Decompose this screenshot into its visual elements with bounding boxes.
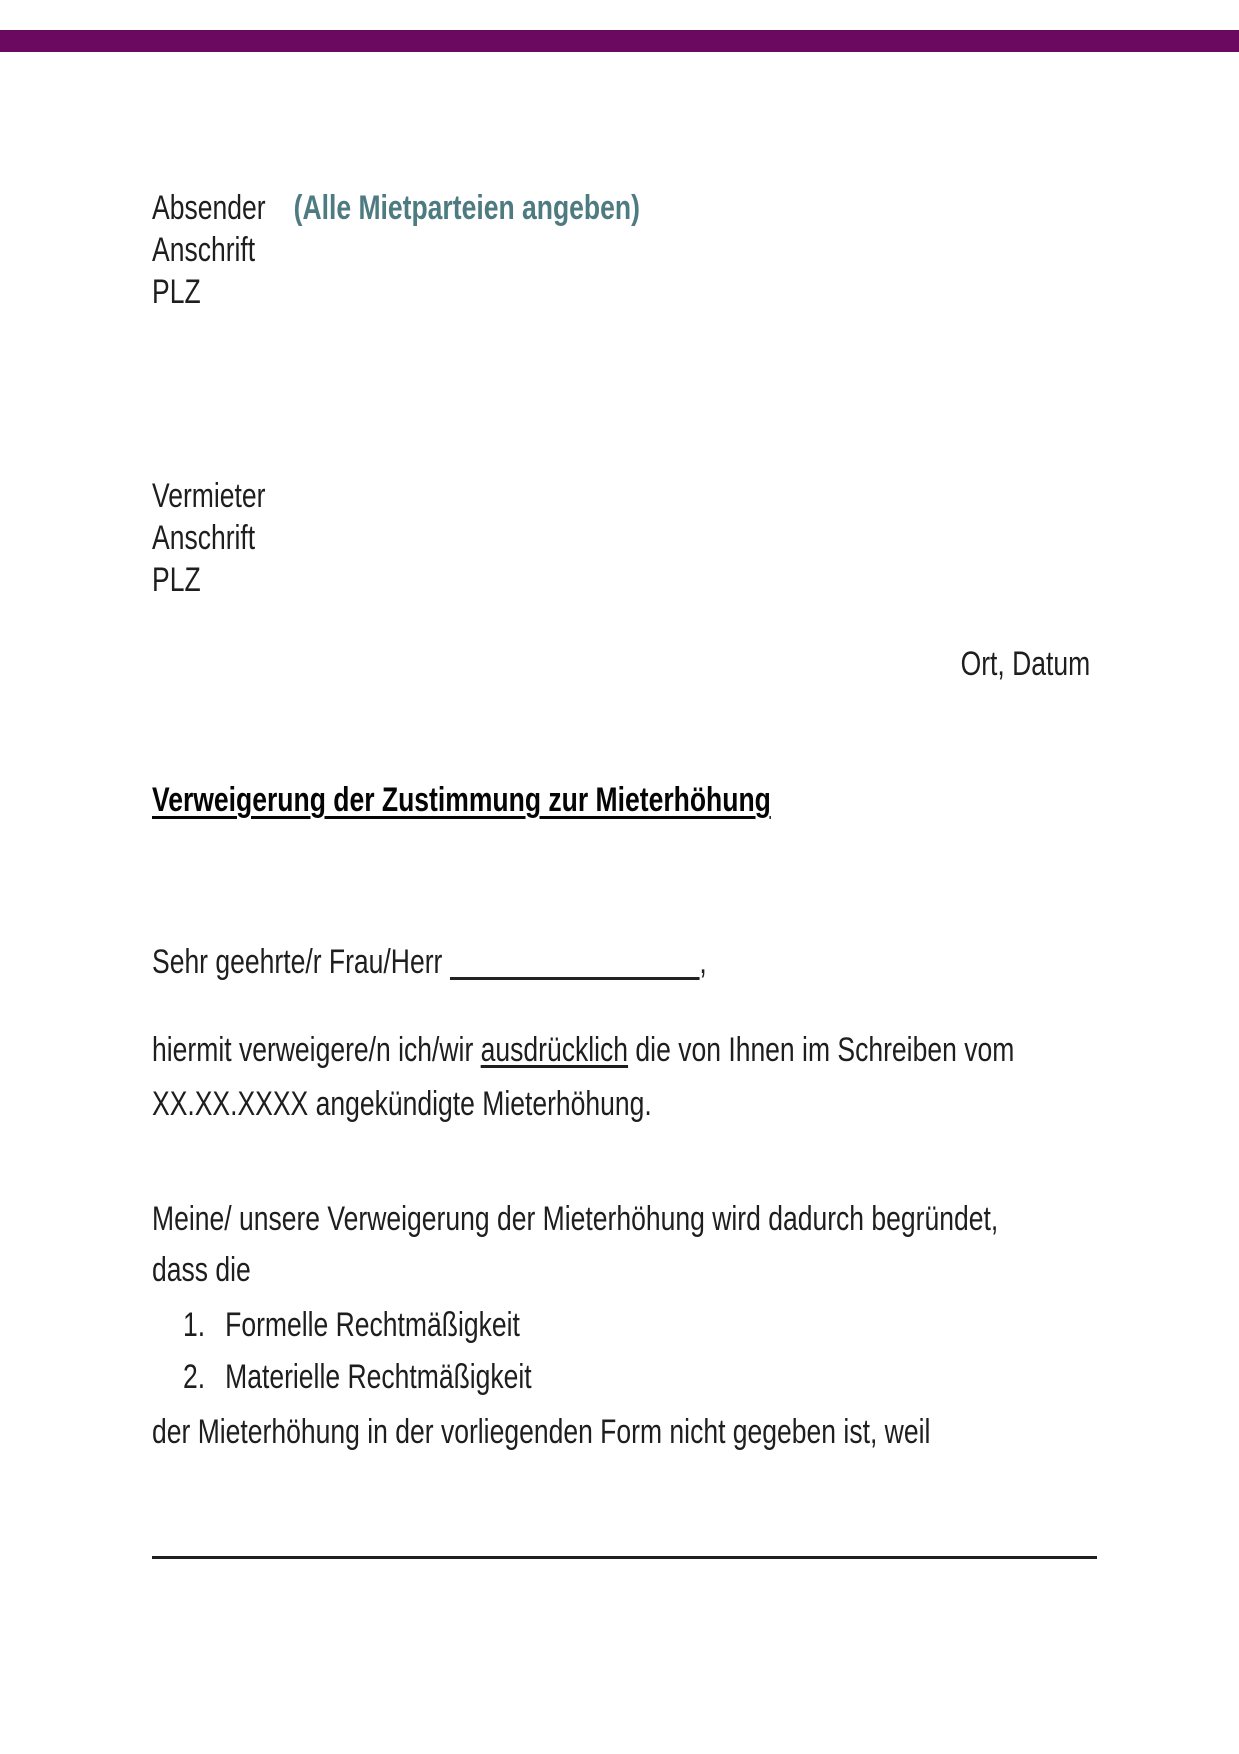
- write-in-blank-line: [152, 1556, 1097, 1559]
- list-item-2: [183, 1360, 532, 1394]
- body-paragraph1-line1: [152, 1033, 1014, 1067]
- sender-plz-line: PLZ: [152, 273, 201, 311]
- paragraph1-underlined-word: ausdrücklich: [480, 1031, 629, 1069]
- list-item-2-label: Materielle Rechtmäßigkeit: [225, 1358, 532, 1396]
- list-item-1-label: Formelle Rechtmäßigkeit: [225, 1306, 520, 1344]
- closing-line: der Mieterhöhung in der vorliegenden Form nicht gegeben ist, weil: [152, 1413, 931, 1451]
- date-line: Ort, Datum: [960, 645, 1090, 683]
- salutation-blank-field: [450, 947, 700, 980]
- paragraph1-segment-pre: hiermit verweigere/n ich/wir: [152, 1031, 481, 1069]
- recipient-name-line: Vermieter: [152, 477, 266, 515]
- body-paragraph2-line1: Meine/ unsere Verweigerung der Mieterhöhung wird dadurch begründet,: [152, 1200, 999, 1238]
- salutation-line: [152, 945, 707, 980]
- list-item-2-number: 2.: [183, 1358, 206, 1396]
- list-item-1: [183, 1308, 520, 1342]
- recipient-plz-line: PLZ: [152, 561, 201, 599]
- body-paragraph1-line2: XX.XX.XXXX angekündigte Mieterhöhung.: [152, 1085, 652, 1123]
- sender-annotation: (Alle Mietparteien angeben): [293, 189, 640, 227]
- sender-name-label: Absender: [152, 189, 266, 227]
- recipient-address-line: Anschrift: [152, 519, 256, 557]
- body-paragraph2-line2: dass die: [152, 1251, 251, 1289]
- sender-address-line: Anschrift: [152, 231, 256, 269]
- salutation-comma: ,: [699, 943, 707, 981]
- list-item-1-number: 1.: [183, 1306, 206, 1344]
- salutation-text: Sehr geehrte/r Frau/Herr: [152, 943, 450, 981]
- paragraph1-segment-post: die von Ihnen im Schreiben vom: [628, 1031, 1015, 1069]
- top-accent-bar: [0, 30, 1239, 52]
- sender-name-line: [152, 191, 640, 225]
- subject-heading: Verweigerung der Zustimmung zur Mieterhöhung: [152, 781, 771, 819]
